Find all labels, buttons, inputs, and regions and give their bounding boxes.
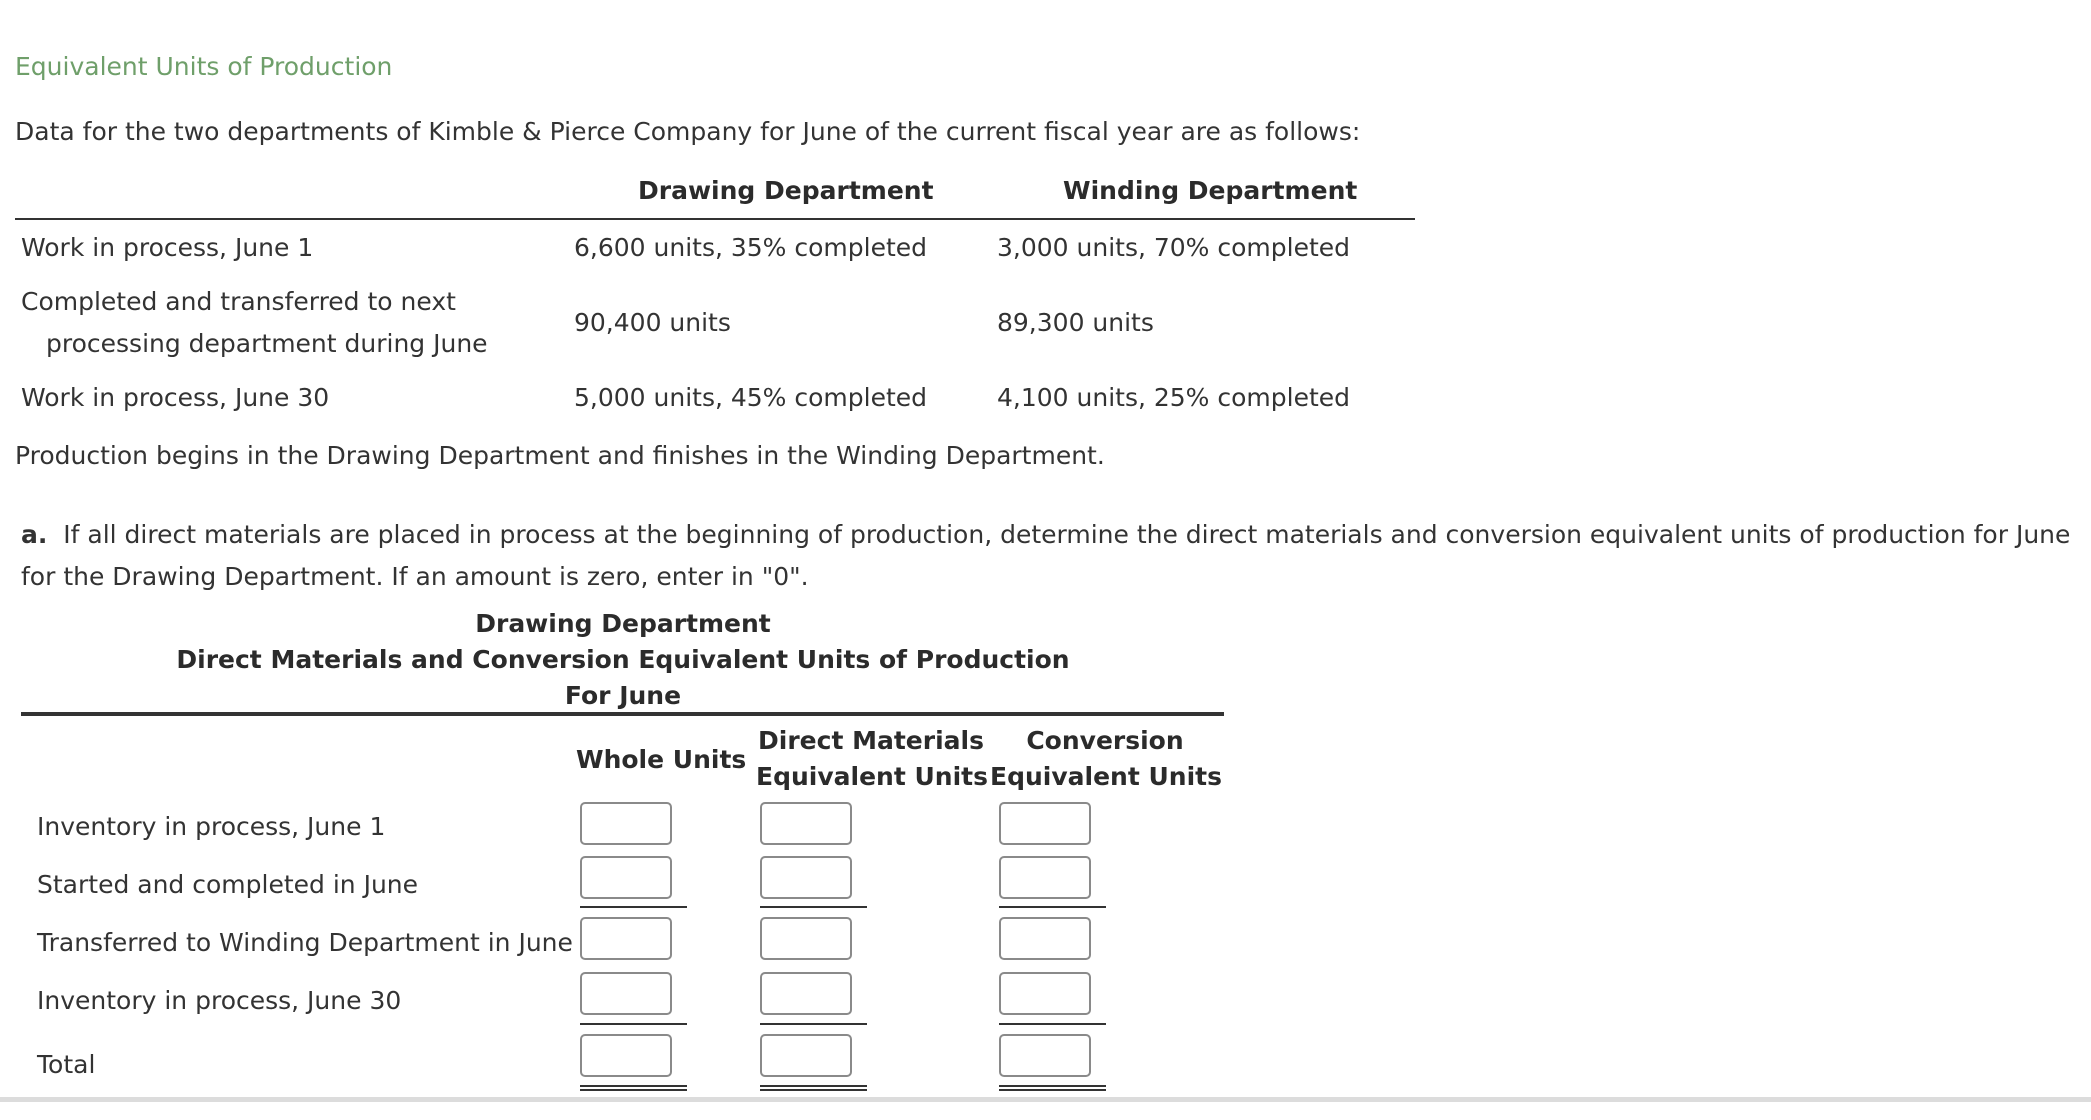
conversion-eu-inventory-june30-input[interactable] xyxy=(999,972,1091,1015)
conversion-eu-inventory-june1-input[interactable] xyxy=(999,802,1091,845)
row-label-completed-line1: Completed and transferred to next xyxy=(21,287,456,316)
whole-units-inventory-june1-input[interactable] xyxy=(580,802,672,845)
row-label-completed-line2: processing department during June xyxy=(46,329,488,358)
schedule-row-label-started-completed: Started and completed in June xyxy=(37,870,419,899)
col-header-whole-units: Whole Units xyxy=(576,745,747,774)
drawing-wip-june30: 5,000 units, 45% completed xyxy=(574,383,928,412)
dm-eu-inventory-june30-input[interactable] xyxy=(760,972,852,1015)
conversion-eu-transferred-input[interactable] xyxy=(999,917,1091,960)
schedule-title-department: Drawing Department xyxy=(475,609,771,638)
dm-eu-started-completed-input[interactable] xyxy=(760,856,852,899)
bottom-scroll-edge xyxy=(0,1097,2091,1102)
whole-units-transferred-input[interactable] xyxy=(580,917,672,960)
winding-wip-june30: 4,100 units, 25% completed xyxy=(997,383,1351,412)
underline-subtotal-whole xyxy=(580,906,687,908)
underline-total-whole xyxy=(580,1023,687,1025)
winding-completed: 89,300 units xyxy=(997,308,1154,337)
conversion-eu-started-completed-input[interactable] xyxy=(999,856,1091,899)
question-text: If all direct materials are placed in process at the beginning of production, determine the direct materials and conversion equivalent units of production for June for the Drawing Department. If an amount is zero, enter in "0". xyxy=(21,520,2071,591)
question-a xyxy=(21,514,2086,598)
schedule-row-label-total: Total xyxy=(37,1050,96,1079)
dm-eu-inventory-june1-input[interactable] xyxy=(760,802,852,845)
col-header-conversion-line2: Equivalent Units xyxy=(990,762,1222,791)
row-label-wip-june1: Work in process, June 1 xyxy=(21,233,314,262)
col-header-dm-line1: Direct Materials xyxy=(758,726,984,755)
data-table-header-rule xyxy=(15,218,1415,220)
winding-wip-june1: 3,000 units, 70% completed xyxy=(997,233,1351,262)
underline-subtotal-conversion xyxy=(999,906,1106,908)
dm-eu-transferred-input[interactable] xyxy=(760,917,852,960)
row-label-wip-june30: Work in process, June 30 xyxy=(21,383,330,412)
underline-subtotal-dm xyxy=(760,906,867,908)
double-underline-total-conversion xyxy=(999,1085,1106,1091)
drawing-completed: 90,400 units xyxy=(574,308,731,337)
schedule-title-description: Direct Materials and Conversion Equivalent Units of Production xyxy=(176,645,1070,674)
page-title: Equivalent Units of Production xyxy=(15,52,393,81)
production-note: Production begins in the Drawing Department and finishes in the Winding Department. xyxy=(15,441,1105,470)
schedule-row-label-inventory-june1: Inventory in process, June 1 xyxy=(37,812,386,841)
whole-units-started-completed-input[interactable] xyxy=(580,856,672,899)
header-winding-department: Winding Department xyxy=(1063,176,1358,205)
intro-text: Data for the two departments of Kimble & Pierce Company for June of the current fiscal year are as follows: xyxy=(15,117,1361,146)
conversion-eu-total-input[interactable] xyxy=(999,1034,1091,1077)
dm-eu-total-input[interactable] xyxy=(760,1034,852,1077)
underline-total-dm xyxy=(760,1023,867,1025)
schedule-row-label-inventory-june30: Inventory in process, June 30 xyxy=(37,986,402,1015)
double-underline-total-dm xyxy=(760,1085,867,1091)
drawing-wip-june1: 6,600 units, 35% completed xyxy=(574,233,928,262)
whole-units-inventory-june30-input[interactable] xyxy=(580,972,672,1015)
col-header-conversion-line1: Conversion xyxy=(1026,726,1184,755)
whole-units-total-input[interactable] xyxy=(580,1034,672,1077)
schedule-title-period: For June xyxy=(564,681,682,710)
header-drawing-department: Drawing Department xyxy=(638,176,934,205)
double-underline-total-whole xyxy=(580,1085,687,1091)
col-header-dm-line2: Equivalent Units xyxy=(756,762,988,791)
schedule-row-label-transferred: Transferred to Winding Department in June xyxy=(37,928,573,957)
schedule-title-rule xyxy=(21,712,1224,716)
question-label: a. xyxy=(21,520,48,549)
underline-total-conversion xyxy=(999,1023,1106,1025)
